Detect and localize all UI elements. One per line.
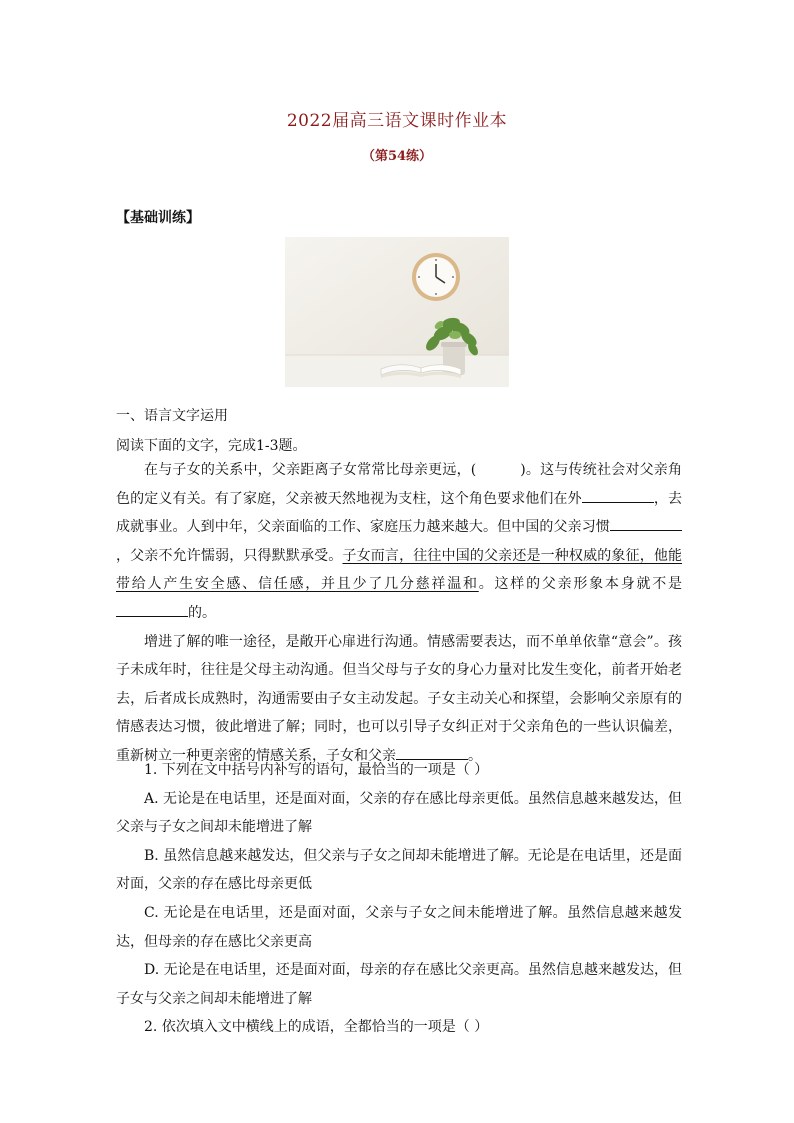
passage-text: ，去成就事业。人到中年，父亲面临的工作、家庭压力越来越大。但中国的父亲习惯	[116, 490, 683, 536]
passage	[116, 456, 682, 771]
passage-text: 的。	[188, 604, 216, 621]
clock-plant-book-photo	[285, 237, 509, 387]
passage-text: ，父亲不允许懦弱，只得默默承受。	[116, 547, 343, 564]
question-1-option-c: C. 无论是在电话里，还是面对面，父亲与子女之间未能增进了解。虽然信息越来越发达，但母亲的存在感比父亲更高	[116, 904, 682, 950]
document-title: 2022届高三语文课时作业本	[286, 111, 508, 131]
document-subtitle: （第54练）	[361, 149, 433, 164]
passage-text: )。这与传统社会对父亲角色的定义有关。有了家庭，父亲被天然地视为支柱，这个角色要求他们在外	[116, 462, 682, 507]
underlined-sentence: 子女而言，往往中国的父亲还是一种权威的象征，他能带给人产生安全感、信任感，并且少了几分慈祥温和	[116, 547, 683, 593]
question-2: 2. 依次填入文中横线上的成语，全都恰当的一项是（ ）	[144, 1019, 489, 1036]
question-1-option-d: D. 无论是在电话里，还是面对面，母亲的存在感比父亲更高。虽然信息越来越发达，但子女与父亲之间却未能增进了解	[116, 962, 682, 1007]
question-1: 1. 下列在文中括号内补写的语句，最恰当的一项是（ ）	[144, 762, 489, 778]
passage-paragraph-1	[116, 456, 682, 628]
instruction-text: 阅读下面的文字，完成1-3题。	[116, 438, 307, 454]
passage-text: 增进了解的唯一途径，是敞开心扉进行沟通。情感需要表达，而不单单依靠“意会”。孩子未成年时，往往是父母主动沟通。但当父母与子女的身心力量对比发生变化，前者开始老去，后者成长成熟时，沟通需要由子女主动发起。子女主动关心和探望，会影响父亲原有的情感表达习惯，彼此增进了解；同时，也可以引导子女纠正对于父亲角色的一些认识偏差，重新树立一种更亲密的情感关系，子女和父亲	[116, 633, 682, 764]
fill-blank-1	[582, 488, 654, 503]
passage-text: 在与子女的关系中，父亲距离子女常常比母亲更远，(	[144, 462, 477, 478]
fill-blank-3	[116, 602, 188, 617]
question-1-option-a: A. 无论是在电话里，还是面对面，父亲的存在感比母亲更低。虽然信息越来越发达，但父亲与子女之间却未能增进了解	[116, 790, 682, 836]
passage-text: 。这样的父亲形象本身就不是	[478, 576, 683, 593]
question-1-option-b: B. 虽然信息越来越发达，但父亲与子女之间却未能增进了解。无论是在电话里，还是面对面，父亲的存在感比母亲更低	[116, 847, 682, 893]
part-heading: 一、语言文字运用	[116, 408, 228, 424]
fill-blank-2	[610, 516, 682, 531]
section-label: 【基础训练】	[116, 210, 200, 226]
passage-paragraph-2	[116, 628, 682, 771]
questions	[116, 756, 682, 1042]
passage-text: 。	[468, 747, 482, 764]
